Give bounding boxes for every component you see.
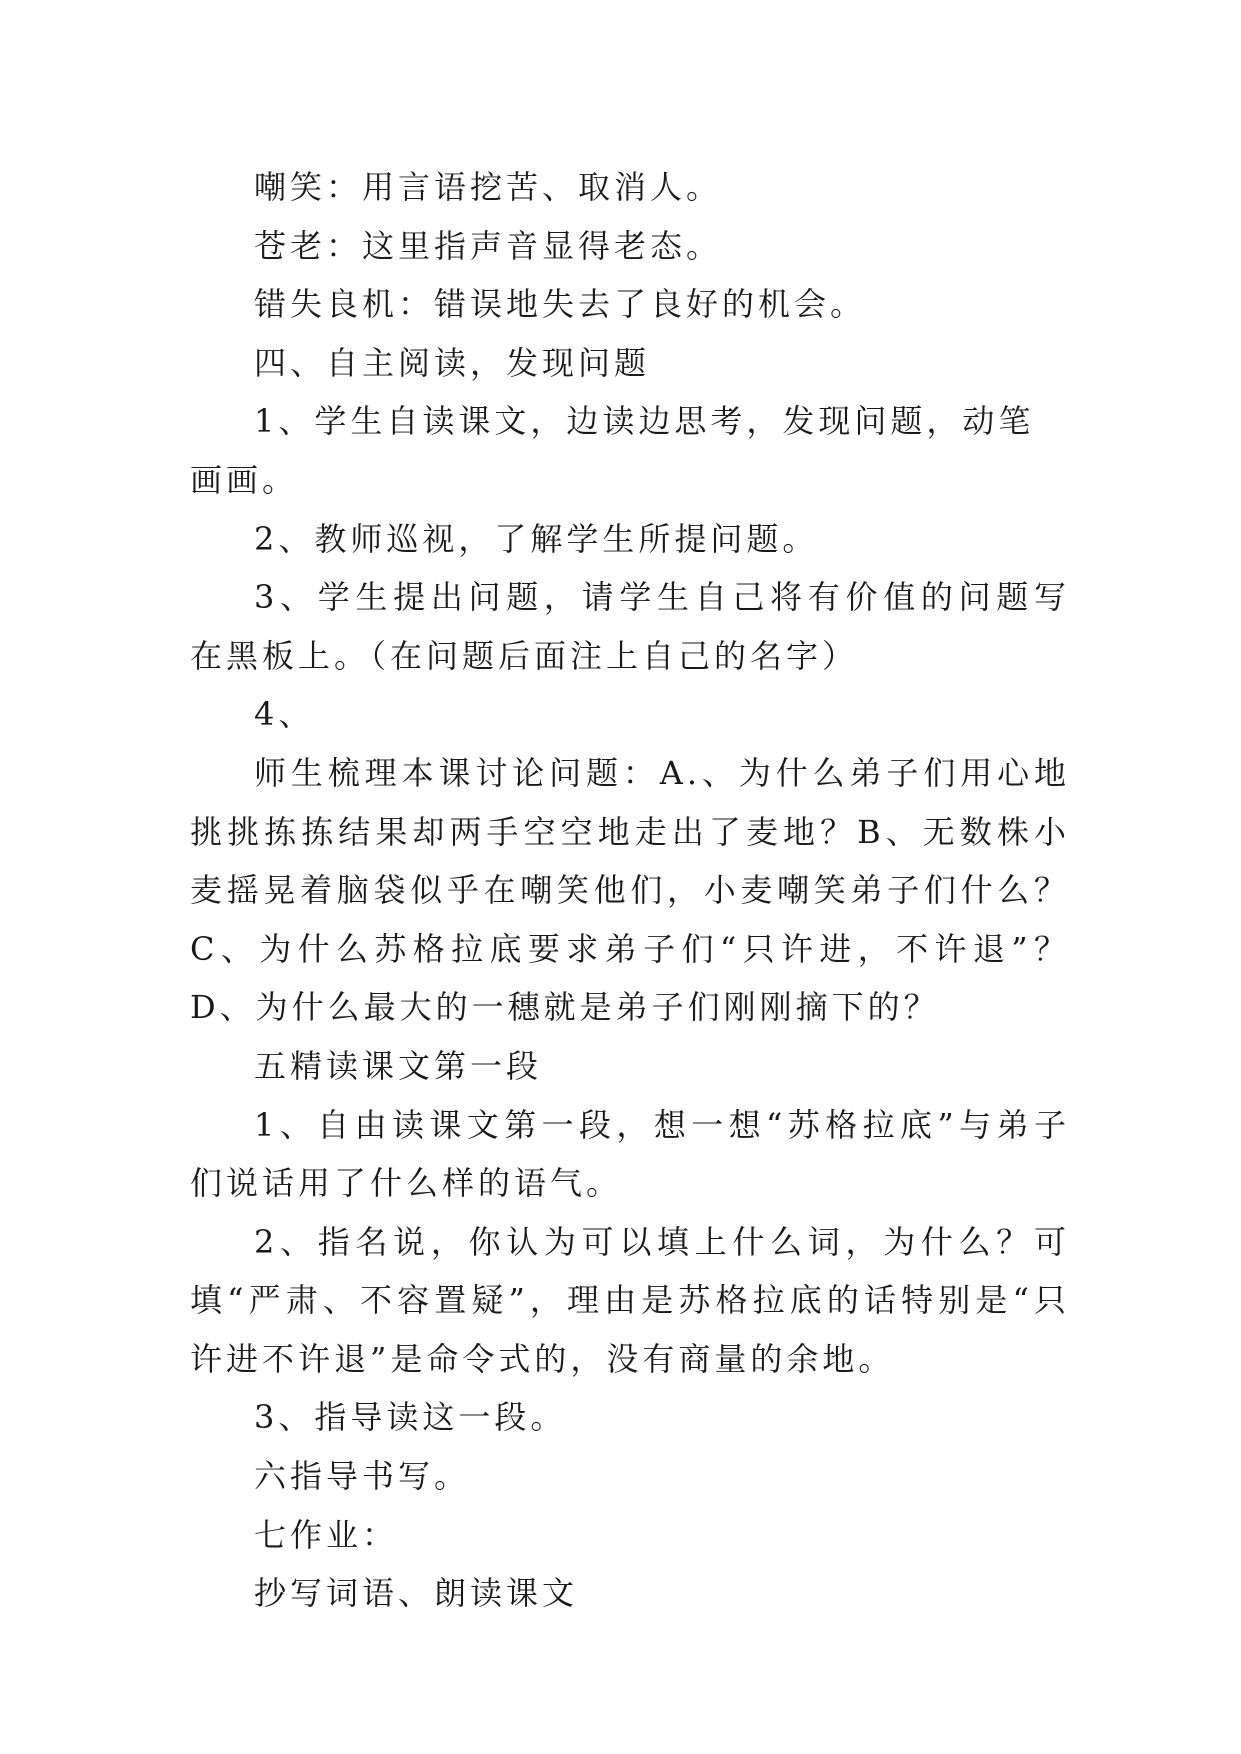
section-heading-5: 五精读课文第一段 [254,1046,543,1085]
document-body [190,158,1070,1623]
step-3: 3、学生提出问题，请学生自己将有价值的问题写在黑板上。（在问题后面注上自己的名字） [190,578,1070,675]
section-heading-4: 四、自主阅读，发现问题 [254,343,651,382]
definition-canglao: 苍老：这里指声音显得老态。 [254,226,723,265]
step-4-label: 4、 [254,695,315,734]
homework-text: 抄写词语、朗读课文 [254,1574,579,1613]
reading-step-1: 1、自由读课文第一段，想一想“苏格拉底”与弟子们说话用了什么样的语气。 [190,1105,1070,1203]
step-2: 2、教师巡视，了解学生所提问题。 [254,519,819,558]
discussion-questions: 师生梳理本课讨论问题：A.、为什么弟子们用心地挑挑拣拣结果却两手空空地走出了麦地？B、无数株小麦摇晃着脑袋似乎在嘲笑他们，小麦嘲笑弟子们什么？C、为什么苏格拉底要求弟子们“只许进，不许退”？D、为什么最大的一穗就是弟子们刚刚摘下的？ [190,753,1070,1027]
reading-step-2: 2、指名说，你认为可以填上什么词，为什么？可填“严肃、不容置疑”，理由是苏格拉底的话特别是“只许进不许退”是命令式的，没有商量的余地。 [190,1222,1070,1378]
step-1: 1、学生自读课文，边读边思考，发现问题，动笔画画。 [190,402,1035,499]
section-heading-7: 七作业： [254,1515,399,1554]
reading-step-3: 3、指导读这一段。 [254,1398,567,1437]
section-heading-6: 六指导书写。 [254,1457,471,1496]
definition-chaoxiao: 嘲笑：用言语挖苦、取消人。 [254,168,723,206]
definition-cuoshiliangji: 错失良机：错误地失去了良好的机会。 [254,285,867,324]
